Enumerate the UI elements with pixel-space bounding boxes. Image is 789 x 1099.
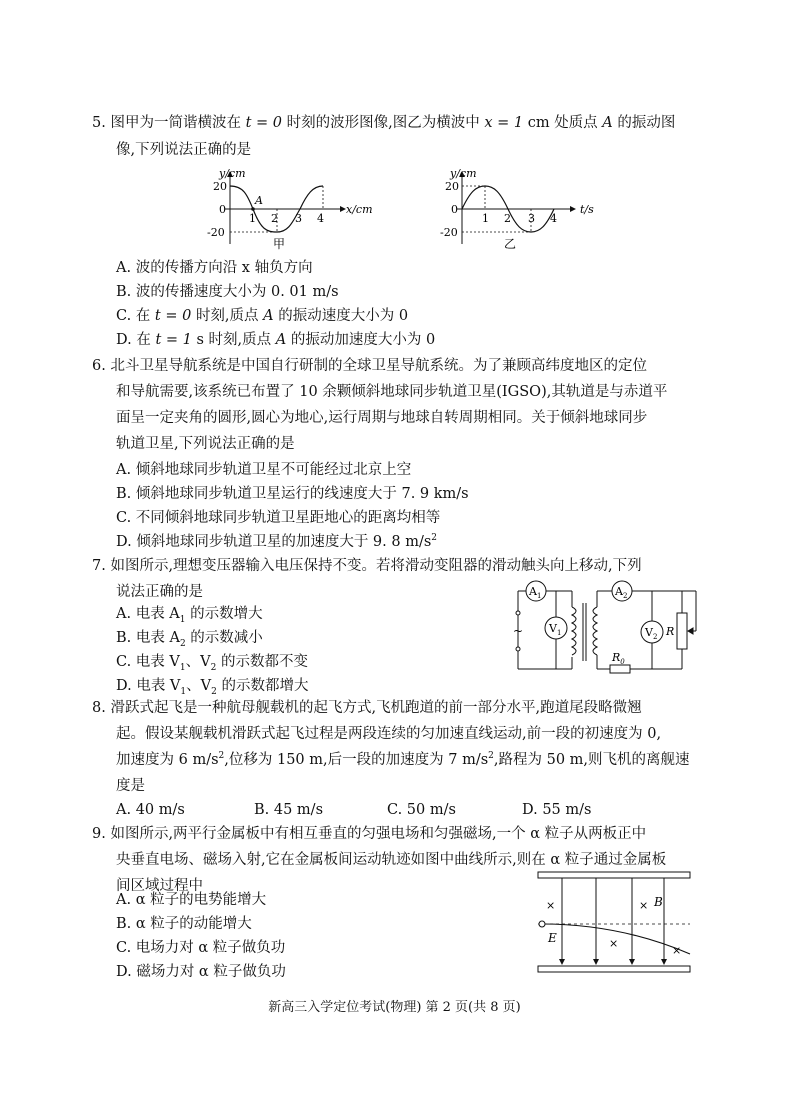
q8-number: 8. <box>92 700 106 716</box>
yi-ylabel: y/cm <box>450 167 477 180</box>
q7-d-text: D. 电表 V <box>116 678 181 694</box>
q7-c-sub: 2 <box>210 662 217 673</box>
q6-d-text: D. 倾斜地球同步轨道卫星的加速度大于 9. 8 m/s <box>116 534 432 550</box>
b-field-mark: × <box>639 899 649 912</box>
q6-text: 北斗卫星导航系统是中国自行研制的全球卫星导航系统。为了兼顾高纬度地区的定位 <box>110 358 647 374</box>
q7-b-text: 的示数减小 <box>185 630 263 646</box>
vibration-figure-yi <box>440 166 610 252</box>
jia-ylabel: y/cm <box>219 167 246 180</box>
jia-caption: 甲 <box>273 237 286 251</box>
q5-c-text: C. 在 <box>116 308 151 324</box>
q5-d-a: A <box>275 332 287 348</box>
meter-a1: $A_1$ <box>529 585 542 600</box>
q7-c-text: 的示数都不变 <box>216 654 308 670</box>
b-label: B <box>654 895 663 909</box>
q7-c-sub: 1 <box>179 662 186 673</box>
q7-d-text: 、V <box>186 678 212 694</box>
jia-tick-2: 2 <box>271 212 278 225</box>
q8-text: ,路程为 50 m,则飞机的离舰速 <box>493 752 690 768</box>
q7-d-sub: 1 <box>180 686 187 697</box>
q5-t0: t = 0 <box>245 115 282 131</box>
q7-option-a[interactable] <box>116 604 263 624</box>
q5-text: 处质点 <box>554 115 598 131</box>
q7-option-b[interactable] <box>116 628 263 648</box>
q7-b-text: B. 电表 A <box>116 630 180 646</box>
q5-text: 时刻的波形图像,图乙为横波中 <box>286 115 480 131</box>
q8-option-a[interactable]: A. 40 m/s <box>116 802 185 818</box>
parallel-plates-figure <box>534 868 694 978</box>
q8-sup: 2 <box>218 751 225 762</box>
yi-tick-20: 20 <box>445 180 459 193</box>
q8-line1 <box>92 698 642 718</box>
e-label: E <box>548 931 557 945</box>
jia-tick-1: 1 <box>249 212 256 225</box>
bottom-plate <box>538 966 690 972</box>
q5-number: 5. <box>92 115 106 131</box>
q7-a-sub: 1 <box>179 614 186 625</box>
q5-text: 的振动图 <box>617 115 676 131</box>
q8-line2: 起。假设某舰载机滑跃式起飞过程是两段连续的匀加速直线运动,前一段的初速度为 0, <box>116 726 662 742</box>
q5-c-text: 时刻,质点 <box>195 308 259 324</box>
q5-option-a[interactable]: A. 波的传播方向沿 x 轴负方向 <box>116 260 313 276</box>
q6-line3: 面呈一定夹角的圆形,圆心为地心,运行周期与地球自转周期相同。关于倾斜地球同步 <box>116 410 648 426</box>
meter-v2: $V_2$ <box>645 626 658 641</box>
jia-tick-3: 3 <box>295 212 302 225</box>
q7-b-sub: 2 <box>179 638 186 649</box>
q9-text: 如图所示,两平行金属板中有相互垂直的匀强电场和匀强磁场,一个 α 粒子从两板正中 <box>110 826 647 842</box>
yi-tick-n20: -20 <box>440 226 458 239</box>
q5-option-d[interactable] <box>116 330 435 350</box>
page-footer: 新高三入学定位考试(物理) 第 2 页(共 8 页) <box>268 1000 521 1015</box>
wave-figure-jia <box>205 166 385 252</box>
yi-tick-1: 1 <box>482 212 489 225</box>
point-a <box>251 207 255 211</box>
ac-source-symbol: ~ <box>513 624 524 638</box>
resistor-r0-label: $R_0$ <box>612 651 625 666</box>
q7-line1 <box>92 556 642 576</box>
q6-option-a[interactable]: A. 倾斜地球同步轨道卫星不可能经过北京上空 <box>116 462 412 478</box>
yi-tick-0: 0 <box>451 203 458 216</box>
yi-tick-4: 4 <box>550 212 557 225</box>
q5-c-t: t = 0 <box>154 308 192 324</box>
q9-option-b[interactable]: B. α 粒子的动能增大 <box>116 916 252 932</box>
q6-number: 6. <box>92 358 106 374</box>
q5-x1: x = 1 <box>484 115 524 131</box>
q7-option-d[interactable] <box>116 676 308 696</box>
q5-d-text: 的振动加速度大小为 0 <box>290 332 436 348</box>
yi-xlabel: t/s <box>580 203 594 216</box>
q6-line1 <box>92 356 647 376</box>
q9-option-a[interactable]: A. α 粒子的电势能增大 <box>116 892 267 908</box>
q8-option-c[interactable]: C. 50 m/s <box>387 802 456 818</box>
q9-option-c[interactable]: C. 电场力对 α 粒子做负功 <box>116 940 286 956</box>
q7-line2: 说法正确的是 <box>116 584 203 600</box>
q6-option-d[interactable] <box>116 532 437 552</box>
q5-d-text: D. 在 <box>116 332 151 348</box>
q6-line2: 和导航需要,该系统已布置了 10 余颗倾斜地球同步轨道卫星(IGSO),其轨道是与赤道平 <box>116 384 668 400</box>
q9-line2: 央垂直电场、磁场入射,它在金属板间运动轨迹如图中曲线所示,则在 α 粒子通过金属板 <box>116 852 667 868</box>
q7-a-text: A. 电表 A <box>116 606 180 622</box>
q5-cm: cm <box>527 115 550 131</box>
q7-c-text: C. 电表 V <box>116 654 180 670</box>
top-plate <box>538 872 690 878</box>
q7-d-text: 的示数都增大 <box>216 678 309 694</box>
q8-text: 滑跃式起飞是一种航母舰载机的起飞方式,飞机跑道的前一部分水平,跑道尾段略微翘 <box>110 700 642 716</box>
q8-sup: 2 <box>488 751 494 762</box>
q5-c-a: A <box>263 308 274 324</box>
transformer-circuit <box>510 577 700 677</box>
yi-caption: 乙 <box>504 237 517 251</box>
q5-text: 图甲为一简谐横波在 <box>110 115 241 131</box>
jia-tick-n20: -20 <box>207 226 225 239</box>
q7-a-text: 的示数增大 <box>185 606 263 622</box>
jia-tick-0: 0 <box>219 203 226 216</box>
q5-d-t: t = 1 <box>155 332 192 348</box>
q9-line1 <box>92 824 646 844</box>
yi-tick-2: 2 <box>504 212 511 225</box>
resistor-r-label: R <box>666 625 675 638</box>
q7-c-text: 、V <box>185 654 211 670</box>
q9-option-d[interactable]: D. 磁场力对 α 粒子做负功 <box>116 964 286 980</box>
q7-option-c[interactable] <box>116 652 308 672</box>
b-field-mark: × <box>546 899 556 912</box>
b-field-mark: × <box>609 937 619 950</box>
q7-text: 如图所示,理想变压器输入电压保持不变。若将滑动变阻器的滑动触头向上移动,下列 <box>110 558 642 574</box>
q6-option-c[interactable]: C. 不同倾斜地球同步轨道卫星距地心的距离均相等 <box>116 510 441 526</box>
q6-option-b[interactable]: B. 倾斜地球同步轨道卫星运行的线速度大于 7. 9 km/s <box>116 486 469 502</box>
q5-option-b[interactable]: B. 波的传播速度大小为 0. 01 m/s <box>116 284 339 300</box>
q7-d-sub: 2 <box>211 686 217 697</box>
b-field-mark: × <box>672 944 682 957</box>
alpha-particle <box>539 921 545 927</box>
q5-option-c[interactable] <box>116 306 408 326</box>
q8-line4: 度是 <box>116 778 145 794</box>
q5-line2: 像,下列说法正确的是 <box>116 142 252 158</box>
meter-a2: $A_2$ <box>615 585 628 600</box>
q8-line3 <box>116 750 690 770</box>
q9-line3: 间区域过程中 <box>116 878 203 894</box>
jia-tick-4: 4 <box>317 212 324 225</box>
jia-tick-20: 20 <box>213 180 227 193</box>
q8-text: ,位移为 150 m,后一段的加速度为 7 m/s <box>224 752 489 768</box>
q6-d-sup: 2 <box>431 533 438 544</box>
field-lines <box>562 878 664 964</box>
jia-xlabel: x/cm <box>346 203 373 216</box>
jia-label-a: A <box>255 194 263 207</box>
q7-number: 7. <box>92 558 106 574</box>
yi-tick-3: 3 <box>528 212 535 225</box>
meter-v1: $V_1$ <box>549 622 562 637</box>
q5-line1 <box>92 113 675 133</box>
q5-d-text: s 时刻,质点 <box>196 332 272 348</box>
q8-text: 加速度为 6 m/s <box>116 752 219 768</box>
q6-line4: 轨道卫星,下列说法正确的是 <box>116 436 295 452</box>
q8-option-d[interactable]: D. 55 m/s <box>522 802 592 818</box>
q8-option-b[interactable]: B. 45 m/s <box>254 802 324 818</box>
q5-a: A <box>602 115 613 131</box>
q9-number: 9. <box>92 826 106 842</box>
q5-c-text: 的振动速度大小为 0 <box>278 308 409 324</box>
